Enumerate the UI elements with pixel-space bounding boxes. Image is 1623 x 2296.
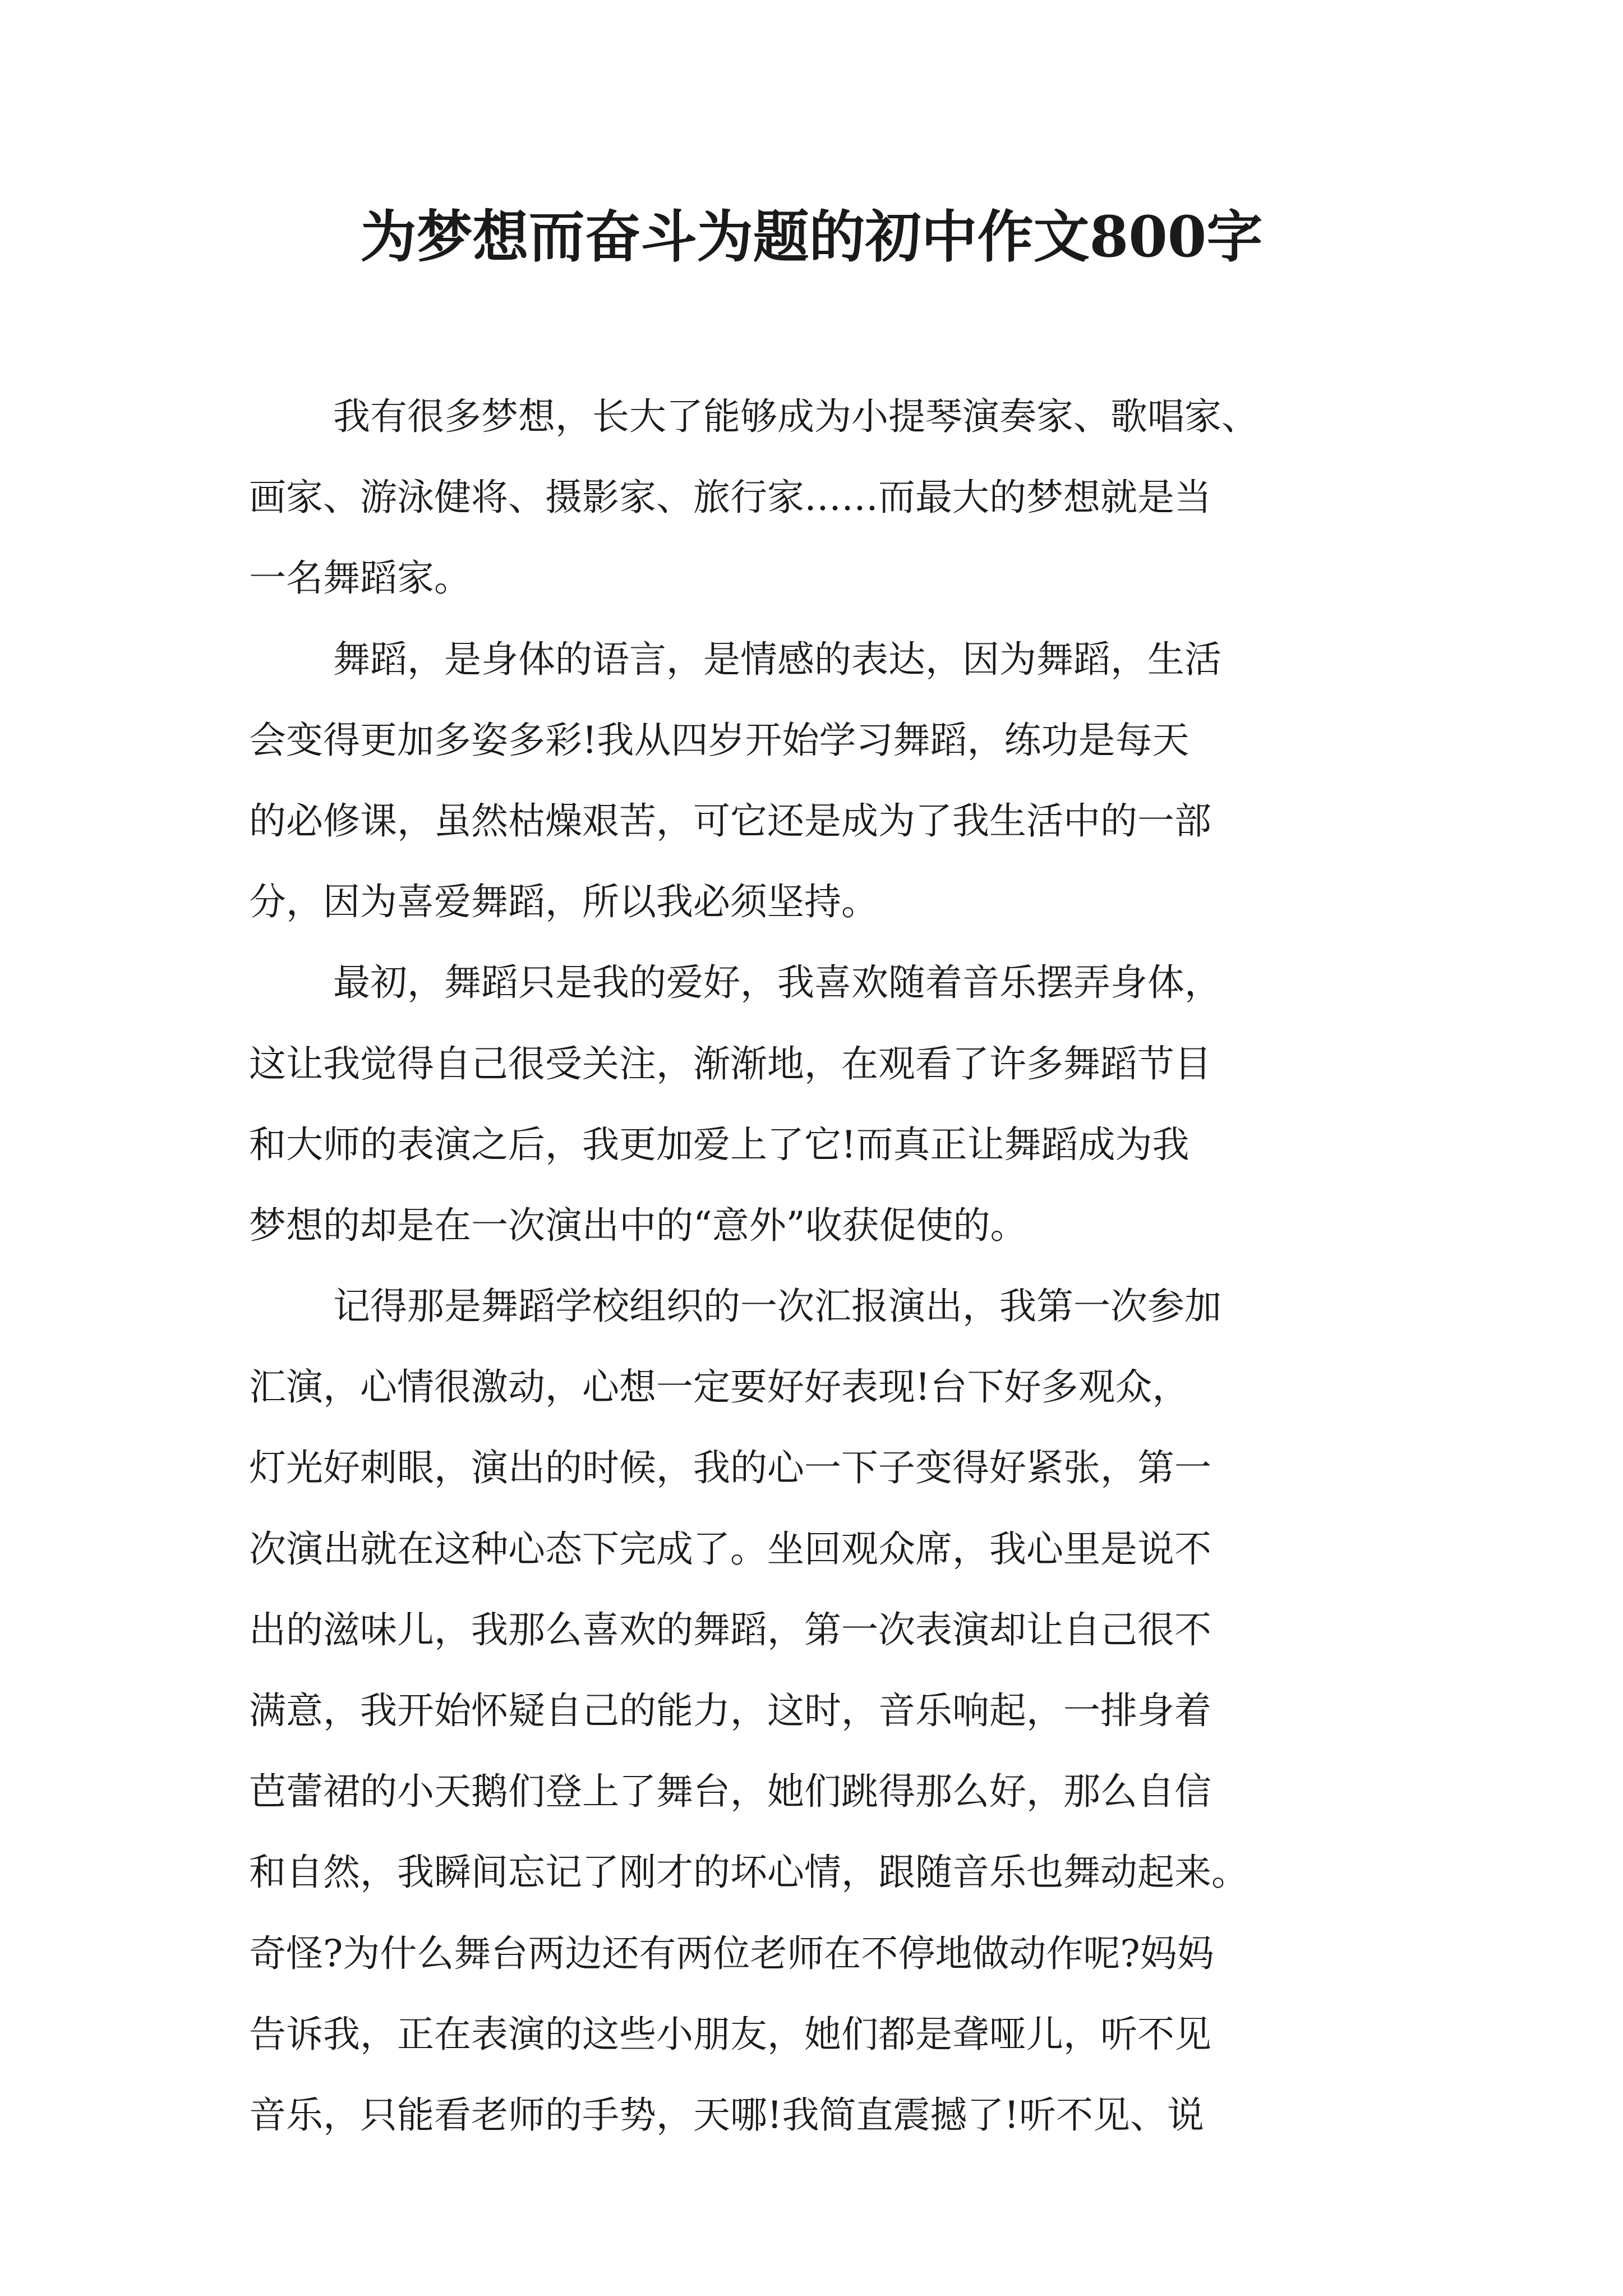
text-line: 最初，舞蹈只是我的爱好，我喜欢随着音乐摆弄身体， bbox=[333, 961, 1221, 1005]
text-line: 记得那是舞蹈学校组织的一次汇报演出，我第一次参加 bbox=[333, 1285, 1221, 1328]
text-line: 满意，我开始怀疑自己的能力，这时，音乐响起，一排身着 bbox=[249, 1689, 1211, 1732]
text-line: 和自然，我瞬间忘记了刚才的坏心情，跟随音乐也舞动起来。 bbox=[249, 1851, 1248, 1894]
text-line: 舞蹈，是身体的语言，是情感的表达，因为舞蹈，生活 bbox=[333, 637, 1221, 681]
text-line: 分，因为喜爱舞蹈，所以我必须坚持。 bbox=[249, 880, 878, 924]
text-line: 我有很多梦想，长大了能够成为小提琴演奏家、歌唱家、 bbox=[333, 395, 1258, 438]
text-line: 汇演，心情很激动，心想一定要好好表现!台下好多观众， bbox=[249, 1365, 1189, 1409]
text-line: 灯光好刺眼，演出的时候，我的心一下子变得好紧张，第一 bbox=[249, 1446, 1211, 1490]
document-title: 为梦想而奋斗为题的初中作文800字 bbox=[360, 204, 1263, 270]
document-body bbox=[249, 376, 1393, 2156]
text-line: 告诉我，正在表演的这些小朋友，她们都是聋哑儿，听不见 bbox=[249, 2012, 1211, 2056]
text-line: 会变得更加多姿多彩!我从四岁开始学习舞蹈，练功是每天 bbox=[249, 718, 1189, 762]
text-line: 一名舞蹈家。 bbox=[249, 556, 471, 600]
text-line: 画家、游泳健将、摄影家、旅行家……而最大的梦想就是当 bbox=[249, 476, 1211, 519]
text-line: 音乐，只能看老师的手势，天哪!我简直震撼了!听不见、说 bbox=[249, 2093, 1205, 2137]
text-line: 出的滋味儿，我那么喜欢的舞蹈，第一次表演却让自己很不 bbox=[249, 1608, 1211, 1651]
text-line: 奇怪?为什么舞台两边还有两位老师在不停地做动作呢?妈妈 bbox=[249, 1931, 1214, 1975]
text-line: 这让我觉得自己很受关注，渐渐地，在观看了许多舞蹈节目 bbox=[249, 1042, 1211, 1085]
text-line: 和大师的表演之后，我更加爱上了它!而真正让舞蹈成为我 bbox=[249, 1122, 1189, 1166]
text-line: 芭蕾裙的小天鹅们登上了舞台，她们跳得那么好，那么自信 bbox=[249, 1770, 1211, 1814]
text-line: 次演出就在这种心态下完成了。坐回观众席，我心里是说不 bbox=[249, 1527, 1211, 1571]
text-line: 梦想的却是在一次演出中的“意外”收获促使的。 bbox=[249, 1203, 1027, 1247]
text-line: 的必修课，虽然枯燥艰苦，可它还是成为了我生活中的一部 bbox=[249, 799, 1211, 843]
